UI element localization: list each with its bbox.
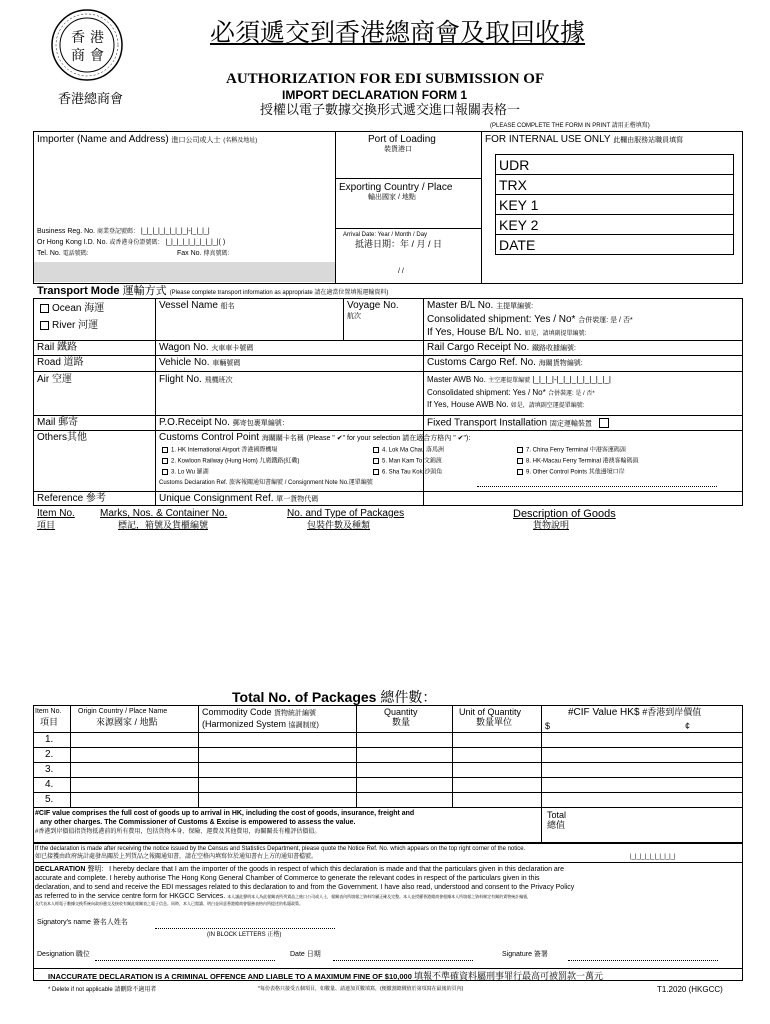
footer-warning: INACCURATE DECLARATION IS A CRIMINAL OFFENCE AND LIABLE TO A MAXIMUM FINE OF $10,000 填報不準確資料屬刑事罪行最高可被罰款一萬元 <box>48 971 604 981</box>
cif-note-3: #香港到岸價值指貨物抵港前的所有費用，包括貨物本身、保險、運費及其他費用，海關關長有權評估價值。 <box>35 829 321 835</box>
key1-field[interactable]: KEY 1 <box>495 194 734 215</box>
arrival-date-sep: / / <box>398 268 404 275</box>
tbl-origin-header: Origin Country / Place Name <box>78 708 168 715</box>
declaration-line2: accurate and complete. I hereby authorise The Hong Kong General Chamber of Commerce to generate the relevant codes in respect of the particulars given in this <box>35 875 540 882</box>
ccp-option-5[interactable]: 5. Man Kam To 文錦渡 <box>373 458 442 465</box>
ccp-option-9[interactable]: 9. Other Control Points 其他邊境口岸 <box>517 469 625 476</box>
goods-marks: Marks, Nos. & Container No. <box>100 508 228 519</box>
udr-field[interactable]: UDR <box>495 154 734 175</box>
port-label-zh: 裝貨港口 <box>384 146 412 153</box>
tbl-row-3: 3. <box>45 764 54 775</box>
total-packages-label: Total No. of Packages 總件數： <box>232 689 437 705</box>
title-zh: 必須遞交到香港總商會及取回收據 <box>210 18 586 47</box>
goods-item-no: Item No. <box>37 508 75 519</box>
importer-label: Importer (Name and Address) 進口公司或人士 (名稱及地址) <box>37 134 258 145</box>
svg-text:香: 香 <box>71 30 85 46</box>
notice-line1: If the declaration is made after receiving the notice issued by the Census and Statistics Department, please quote the Notice Ref. No. which appears on the top right corner of the notice. <box>35 846 526 852</box>
hkid-label: Or Hong Kong I.D. No. 或香港身份證號碼： |_|_|_|_|_|_|_|_|_|( ) <box>37 239 226 246</box>
tbl-cif-cents: ¢ <box>685 721 691 731</box>
vessel-label: Vessel Name 船名 <box>159 300 235 311</box>
tbl-unit-header: Unit of Quantity <box>459 707 522 717</box>
tbl-item-header: Item No. <box>35 708 62 715</box>
tbl-cif-dollar: $ <box>545 721 551 731</box>
notice-line2: 如已接獲由政府統計處發出關於上列貨品之報關通知書，請在空格內填寫位於通知書右上方的通知書檔號。 <box>35 854 318 860</box>
tbl-row-5: 5. <box>45 794 54 805</box>
subtitle-en: IMPORT DECLARATION FORM 1 <box>282 88 468 102</box>
cif-total-zh: 總值 <box>547 820 566 830</box>
air-label: Air 空運 <box>37 374 72 385</box>
importer-grey-strip <box>34 262 335 282</box>
flight-label: Flight No. 飛機班次 <box>159 374 233 385</box>
master-bl-label: Master B/L No. 主提單編號: <box>427 300 534 311</box>
block-letters-note: (IN BLOCK LETTERS 正楷) <box>207 932 282 938</box>
ccp-option-8[interactable]: 8. HK-Macau Ferry Terminal 港澳客輪碼頭 <box>517 458 639 465</box>
signature-input-line[interactable] <box>568 960 718 961</box>
customs-declaration-ref: Customs Declaration Ref. 旅客報關通知書編號 / Consignment Note No.運單編號 <box>159 480 373 486</box>
svg-text:商: 商 <box>71 48 85 64</box>
ccp-option-6[interactable]: 6. Sha Tau Kok 沙頭角 <box>373 469 442 476</box>
org-name-zh: 香港總商會 <box>58 91 124 106</box>
goods-packages-zh: 包裝件數及種類 <box>307 520 371 530</box>
tbl-row-2: 2. <box>45 749 54 760</box>
port-label: Port of Loading <box>368 134 436 145</box>
svg-text:會: 會 <box>90 48 104 64</box>
declaration-line4: as referred to in the service centre form for HKGCC Services. 本人謹此聲明本人為此報關表所列貨品之進口公司或人士，報關表內所填報之資料均屬正確及完整。本人並授權香港總商會根據本人所填報之資料制定有關的貨物統計編號， <box>35 893 532 900</box>
consolidated-label: Consolidated shipment: Yes / No* 合併裝運: 是 / 否* <box>427 314 633 325</box>
goods-description: Description of Goods <box>513 508 616 520</box>
ccp-option-4[interactable]: 4. Lok Ma Chau 落馬洲 <box>373 447 444 454</box>
signature-label: Signature 簽署 <box>502 951 548 958</box>
transport-mode-label: Transport Mode 運輸方式 (Please complete transport information as appropriate 請在適當位置填報運輸資料) <box>37 285 389 297</box>
tbl-origin-header-zh: 來源國家 / 地點 <box>96 717 158 727</box>
title-en: AUTHORIZATION FOR EDI SUBMISSION OF <box>226 71 545 87</box>
fax-label: Fax No. 傳真號碼: <box>177 250 230 257</box>
voyage-label-zh: 航次 <box>347 313 361 320</box>
cif-note-2: any other charges. The Commissioner of Customs & Excise is empowered to assess the value. <box>40 819 356 826</box>
print-note: (PLEASE COMPLETE THE FORM IN PRINT 請用正楷填寫) <box>490 123 650 129</box>
country-label-zh: 輸出國家 / 地點 <box>368 194 416 201</box>
delete-note: * Delete if not applicable 請刪除不適用者 <box>48 987 157 993</box>
tbl-row-4: 4. <box>45 779 54 790</box>
vehicle-label: Vehicle No. 車輛號碼 <box>159 357 241 368</box>
house-bl-label: If Yes, House B/L No. 如是，請填副提單編號: <box>427 327 587 338</box>
river-option[interactable]: River 河運 <box>40 321 98 331</box>
signatory-input-line[interactable] <box>155 928 335 929</box>
rail-cargo-label: Rail Cargo Receipt No. 鐵路收據編號: <box>427 342 576 353</box>
key2-field[interactable]: KEY 2 <box>495 214 734 235</box>
continuation-note: *每份表格只接受五個項目，如數量、請連加頁數填寫，(便繳割總價值於第項寫在最後的頁內) <box>258 986 464 992</box>
ccp-option-3[interactable]: 3. Lo Wu 羅湖 <box>162 469 209 476</box>
arrival-label-zh: 抵港日期：年 / 月 / 日 <box>355 239 443 249</box>
country-label: Exporting Country / Place <box>339 182 453 193</box>
tbl-cif-header: #CIF Value HK$ #香港到岸價值 <box>568 707 702 718</box>
ccp-label: Customs Control Point 海關關卡名稱 (Please " ✔" for your selection 請在適合方格內 " ✔"): <box>159 432 471 443</box>
date-label: Date 日期 <box>290 951 321 958</box>
cif-note-1: #CIF value comprises the full cost of goods up to arrival in HK, including the cost of goods, insurance, freight and <box>35 810 415 817</box>
house-awb-label: If Yes, House AWB No. 如是，請填副空運提單編號: <box>427 400 585 409</box>
arrival-label: Arrival Date: Year / Month / Day <box>343 232 428 238</box>
tbl-unit-header-zh: 數量單位 <box>476 717 513 727</box>
goods-item-no-zh: 項目 <box>37 520 56 530</box>
ccp-option-2[interactable]: 2. Kowloon Railway (Hung Hom) 九廣鐵路(紅磡) <box>162 458 299 465</box>
consolidated2-label: Consolidated shipment: Yes / No* 合併裝運: 是 / 否* <box>427 388 595 397</box>
form-code: T1.2020 (HKGCC) <box>657 985 723 994</box>
wagon-label: Wagon No. 火車車卡號碼 <box>159 342 254 353</box>
tbl-commodity-header: Commodity Code 貨物統計編號 <box>202 707 317 717</box>
internal-label: FOR INTERNAL USE ONLY 此欄由服務站職員填寫 <box>485 134 684 145</box>
tel-label: Tel. No. 電話號碼: <box>37 250 89 257</box>
master-awb-label: Master AWB No. 主空運提單編號 |_|_|_|-|_|_|_|_|_|_|_|_| <box>427 375 611 384</box>
notice-boxes: |_|_|_|_|_|_|_|_|_| <box>630 854 676 860</box>
goods-description-zh: 貨物說明 <box>533 520 570 530</box>
goods-packages: No. and Type of Packages <box>287 508 405 519</box>
reference-label: Reference 參考 <box>37 493 106 504</box>
tbl-row-1: 1. <box>45 734 54 745</box>
customs-cargo-label: Customs Cargo Ref. No. 海關貨物編號: <box>427 357 583 368</box>
cif-total: Total <box>547 810 567 820</box>
mail-label: Mail 郵寄 <box>37 417 79 428</box>
rail-label: Rail 鐵路 <box>37 342 78 353</box>
others-label: Others其他 <box>37 432 88 443</box>
po-receipt-label: P.O.Receipt No. 郵寄包裹單編號： <box>159 417 289 428</box>
date-input-line[interactable] <box>333 960 473 961</box>
voyage-label: Voyage No. <box>347 300 399 311</box>
ccp-option-1[interactable]: 1. HK International Airport 香港國際機場 <box>162 447 277 454</box>
tbl-quantity-header-zh: 數量 <box>392 717 411 727</box>
brn-label: Business Reg. No. 商業登記號碼： |_|_|_|_|_|_|_|_|-|_|_|_| <box>37 228 210 235</box>
ocean-option[interactable]: Ocean 海運 <box>40 304 104 314</box>
subtitle-zh: 授權以電子數據交換形式遞交進口報關表格一 <box>260 102 521 117</box>
hkgcc-seal-logo <box>50 8 124 82</box>
declaration-line5: 及代表本人經電子數據交換系統向政府遞交及接收有關此報關表之電子信息。同時，本人已閱讀、明白並同意香港總商會服務表格內所提述的私隱政策。 <box>35 901 303 906</box>
svg-text:港: 港 <box>90 30 104 46</box>
ccp-option-7[interactable]: 7. China Ferry Terminal 中港客運碼頭 <box>517 447 626 454</box>
tbl-commodity-header2: (Harmonized System 協調制度) <box>202 719 319 729</box>
designation-input-line[interactable] <box>95 960 275 961</box>
declaration-line3: declaration, and to send and receive the EDI messages related to this declaration to and from the Government. I have also read, understood and consent to the Privacy Policy <box>35 884 575 891</box>
road-label: Road 道路 <box>37 357 84 368</box>
tbl-quantity-header: Quantity <box>384 707 418 717</box>
trx-field[interactable]: TRX <box>495 174 734 195</box>
declaration-line1: DECLARATION 聲明: I hereby declare that I am the importer of the goods in respect of which this declaration is made and that the particulars given in this declaration are <box>35 866 565 873</box>
goods-marks-zh: 標記，箱號及貨櫃編號 <box>118 520 209 530</box>
fixed-transport-option[interactable]: Fixed Transport Installation 固定運輸裝置 <box>427 418 612 429</box>
signatory-label: Signatory's name 簽名人姓名 <box>37 919 128 926</box>
date-field[interactable]: DATE <box>495 234 734 255</box>
tbl-item-header-zh: 項目 <box>40 717 59 727</box>
ucr-label: Unique Consignment Ref. 單一貨物代碼 <box>159 493 319 504</box>
designation-label: Designation 職位 <box>37 951 90 958</box>
